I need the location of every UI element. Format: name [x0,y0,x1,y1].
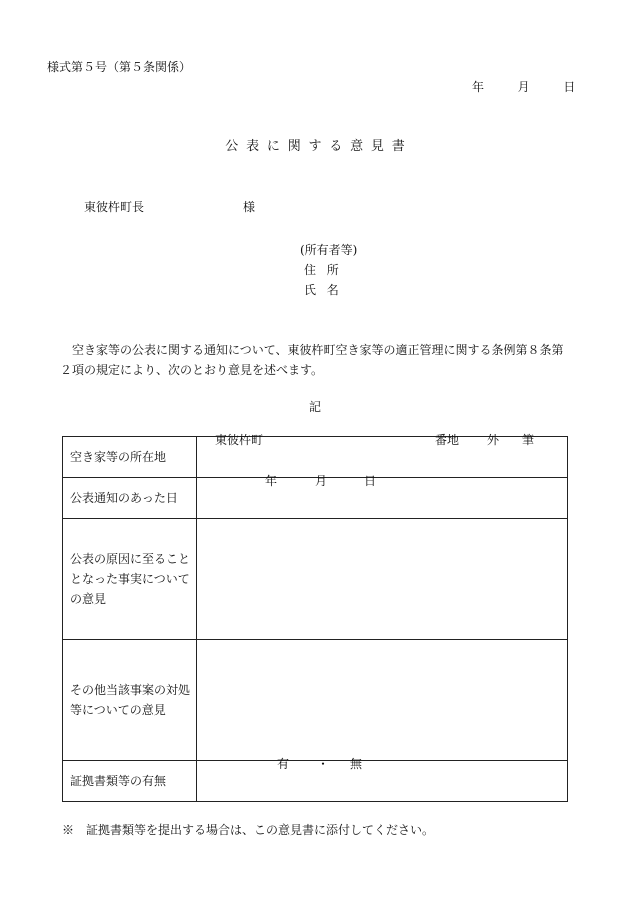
table-row-evidence [63,761,568,802]
evidence-yes[interactable]: 有 [277,757,290,771]
date-day: 日 [563,80,576,94]
location-value-cell[interactable] [197,433,568,478]
owner-name-label: 氏名 [304,283,350,297]
date-month: 月 [517,80,530,94]
notice-date-value-cell[interactable] [197,474,568,519]
date-year: 年 [472,80,485,94]
footnote: ※ 証拠書類等を提出する場合は、この意見書に添付してください。 [62,823,435,837]
location-hitsu: 筆 [522,433,535,447]
evidence-value-cell[interactable] [197,757,568,802]
table-row-cause [63,519,568,640]
notice-month: 月 [315,474,328,488]
location-soto: 外 [487,433,500,447]
evidence-label: 証拠書類等の有無 [63,761,197,802]
location-label: 空き家等の所在地 [63,437,197,478]
cause-value-cell[interactable] [197,519,568,640]
location-town: 東彼杵町 [215,433,264,447]
other-label: その他当該事案の対処等についての意見 [63,640,197,761]
owner-address-label: 住所 [304,263,350,277]
notice-year: 年 [265,474,278,488]
evidence-no[interactable]: 無 [350,757,363,771]
evidence-separator: ・ [317,757,330,771]
form-number: 様式第５号（第５条関係） [47,60,192,74]
opinion-table [62,433,568,802]
other-value-cell[interactable] [197,640,568,761]
owner-heading: (所有者等) [300,243,358,257]
ki-heading: 記 [308,400,321,414]
notice-day: 日 [364,474,377,488]
date-line [472,81,575,93]
addressee-honorific: 様 [243,200,256,214]
owner-block [300,240,357,300]
addressee-name: 東彼杵町長 [84,200,145,214]
notice-date-label: 公表通知のあった日 [63,478,197,519]
body-text: 空き家等の公表に関する通知について、東彼杵町空き家等の適正管理に関する条例第８条第２項の規定により、次のとおり意見を述べます。 [60,343,564,377]
table-row-other [63,640,568,761]
cause-label: 公表の原因に至ることとなった事実についての意見 [63,519,197,640]
table-row-notice-date [63,478,568,519]
location-banchi: 番地 [435,433,460,447]
document-title: 公表に関する意見書 [225,139,413,154]
